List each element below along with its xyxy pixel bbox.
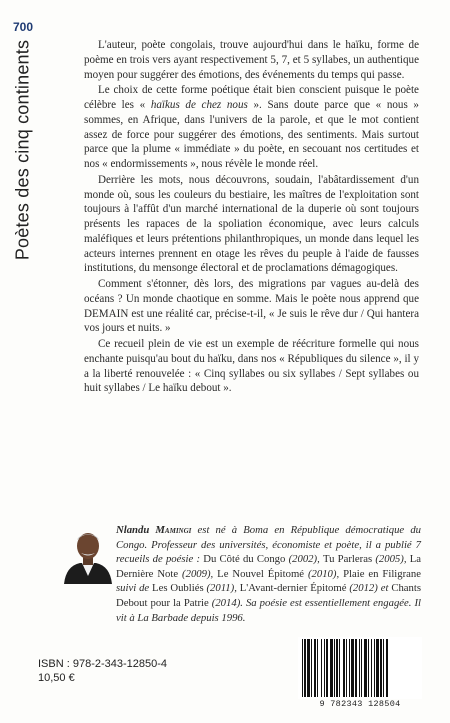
book-title-1: Du Côté du Congo (203, 553, 286, 566)
author-last-name: Mamingi (155, 524, 192, 536)
bio-year-8: (2014). Sa poésie est essentiellement engagée. Il vit à La Barbade depuis 1996. (116, 596, 421, 624)
paragraph-2 (84, 83, 419, 172)
book-title-3: La Dernière Note (116, 553, 421, 580)
series-name-wrapper (4, 40, 42, 260)
barcode (298, 637, 422, 699)
paragraph-2-part-b: ». Sans doute parce que « nous » sommes, en Afrique, dans l'univers de la parole, et que le mot contient assez de force pour suggérer des émotions, des sentiments. Mais surtout parce que la plume « immédiate » du poète, en secouant nos certitudes et nos « endormissements », nous révèle le monde réel. (84, 99, 419, 170)
barcode-digits: 9 782343 128504 (319, 699, 401, 709)
paragraph-2-part-a: Le choix de cette forme poétique était bien conscient puisque le poète célèbre les « (84, 84, 419, 111)
author-name (116, 524, 191, 536)
bio-year-4: (2010), (304, 567, 344, 580)
price: 10,50 € (38, 672, 75, 684)
bio-year-7: (2012) et (346, 582, 392, 595)
series-number: 700 (12, 20, 34, 34)
book-title-8: Chants Debout pour la Patrie (116, 582, 422, 609)
author-portrait (62, 526, 114, 584)
bio-year-5: suivi de (116, 582, 153, 595)
paragraph-3: Derrière les mots, nous découvrons, soudain, l'abâtardissement d'un monde où, sous les couleurs du bestiaire, les maîtres de l'exploitation sont toujours à l'affût d'un marché international de la duperie où sont toujours présents les rapaces de la spoliation économique, avec leurs calculs maléfiques et leurs prétentions philanthropiques, un monde dans lequel les acteurs internes prennent en otage les rêves du peuple à l'aide de fausses institutions, du mensonge électoral et de proclamations démagogiques. (84, 173, 419, 275)
book-title-4: Le Nouvel Épitomé (217, 567, 305, 580)
bio-text-1: est né à Boma en République démocratique du Congo. Professeur des universités, économiste et poète, il a publié 7 recueils de poésie : (116, 524, 422, 566)
isbn: ISBN : 978-2-343-12850-4 (38, 658, 168, 670)
book-title-2: Tu Parleras (322, 553, 373, 566)
paragraph-4: Comment s'étonner, dès lors, des migrations par vagues au-delà des océans ? Un monde chaotique en somme. Mais le poète nous apprend que DEMAIN est une réalité car, précise-t-il, « Je suis le rêve dur / Qui hantera vos jours et nuits. » (84, 278, 419, 335)
bio-year-2: (2005), (372, 553, 410, 566)
bio-year-1: (2002), (285, 553, 323, 566)
bio-year-6: (2011), (203, 582, 240, 595)
bio-year-3: (2009), (178, 567, 218, 580)
series-name: Poètes des cinq continents (12, 39, 33, 261)
book-title-6: Les Oubliés (152, 582, 204, 595)
book-title-7: L'Avant-dernier Épitomé (239, 582, 347, 595)
back-cover-text (84, 38, 419, 396)
isbn-price-block (38, 657, 167, 685)
author-bio (116, 523, 421, 625)
paragraph-5: Ce recueil plein de vie est un exemple de réécriture formelle qui nous enchante puisqu'au bout du haïku, dans nos « Républiques du silence », il y a la liberté renouvelée : « Cinq syllabes ou six syllabes / Sept syllabes ou huit syllabes / Le haïku debout ». (84, 338, 419, 395)
paragraph-2-italic: haïkus de chez nous (150, 99, 248, 111)
book-title-5: Plaie en Filigrane (343, 567, 422, 580)
author-first-name: Nlandu (116, 524, 156, 536)
paragraph-1: L'auteur, poète congolais, trouve aujourd'hui dans le haïku, forme de poème en trois vers ayant respectivement 5, 7, et 5 syllabes, un authentique moyen pour suggérer des émotions, des événements du temps qui passe. (84, 39, 419, 81)
